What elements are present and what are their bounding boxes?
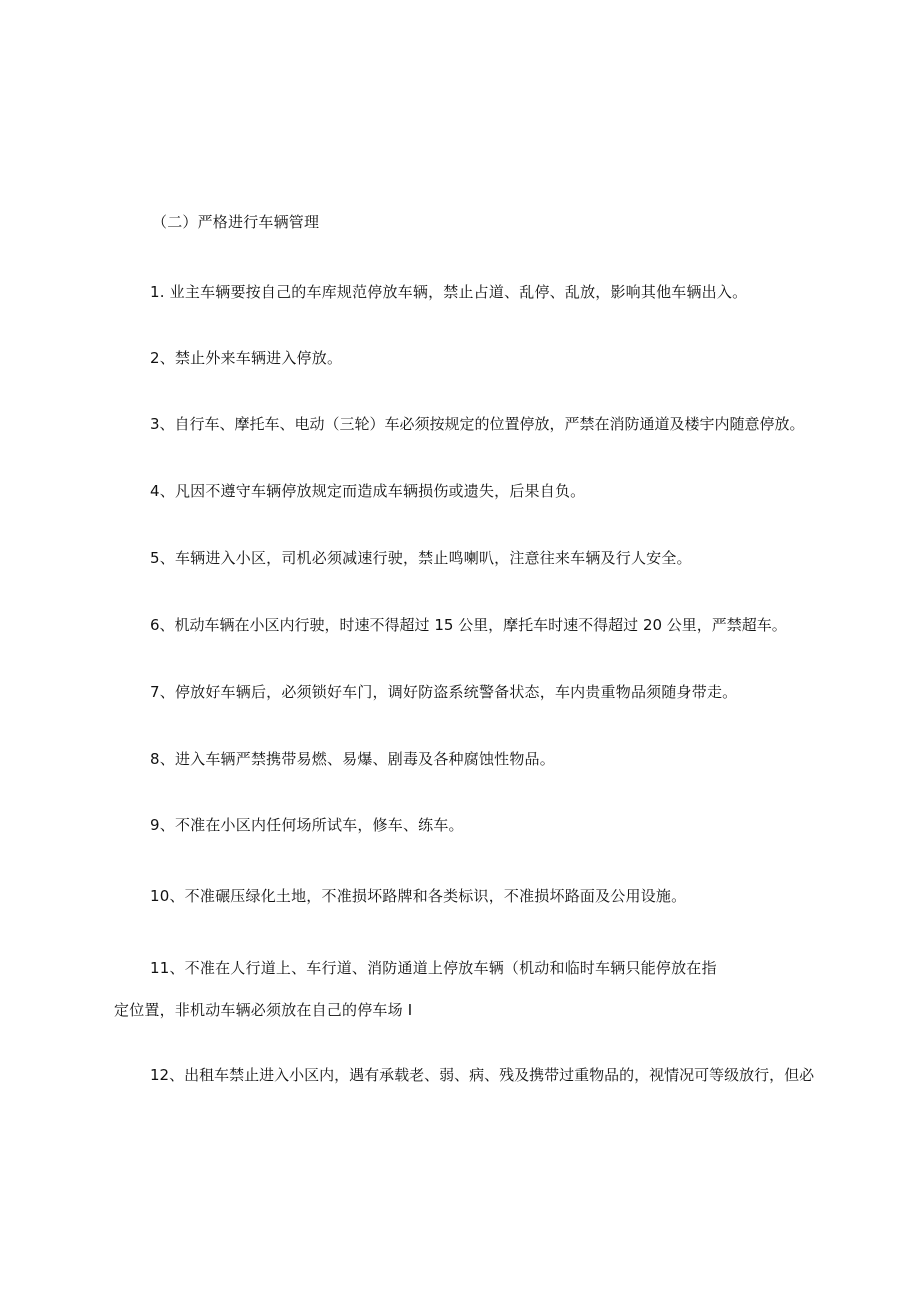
rule-item-9: 9、不准在小区内任何场所试车，修车、练车。 <box>150 816 464 834</box>
rule-item-1: 1. 业主车辆要按自己的车库规范停放车辆，禁止占道、乱停、乱放，影响其他车辆出入。 <box>150 283 748 301</box>
rule-item-11-line-2: 定位置，非机动车辆必须放在自己的停车场 I <box>114 1001 413 1019</box>
rule-item-2: 2、禁止外来车辆进入停放。 <box>150 349 343 367</box>
rule-item-5: 5、车辆进入小区，司机必须减速行驶，禁止鸣喇叭，注意往来车辆及行人安全。 <box>150 549 692 567</box>
rule-item-4: 4、凡因不遵守车辆停放规定而造成车辆损伤或遗失，后果自负。 <box>150 482 586 500</box>
rule-item-10: 10、不准碾压绿化土地，不准损坏路牌和各类标识，不准损坏路面及公用设施。 <box>150 887 687 905</box>
rule-item-12: 12、出租车禁止进入小区内，遇有承载老、弱、病、残及携带过重物品的，视情况可等级放行，但必 <box>150 1066 815 1084</box>
rule-item-8: 8、进入车辆严禁携带易燃、易爆、剧毒及各种腐蚀性物品。 <box>150 750 555 768</box>
rule-item-6: 6、机动车辆在小区内行驶，时速不得超过 15 公里，摩托车时速不得超过 20 公里，严禁超车。 <box>150 616 787 634</box>
rule-item-7: 7、停放好车辆后，必须锁好车门，调好防盗系统警备状态，车内贵重物品须随身带走。 <box>150 683 738 701</box>
rule-item-11-line-1: 11、不准在人行道上、车行道、消防通道上停放车辆（机动和临时车辆只能停放在指 <box>150 959 717 977</box>
section-heading: （二）严格进行车辆管理 <box>152 213 320 231</box>
rule-item-3: 3、自行车、摩托车、电动（三轮）车必须按规定的位置停放，严禁在消防通道及楼宇内随意停放。 <box>150 415 805 433</box>
